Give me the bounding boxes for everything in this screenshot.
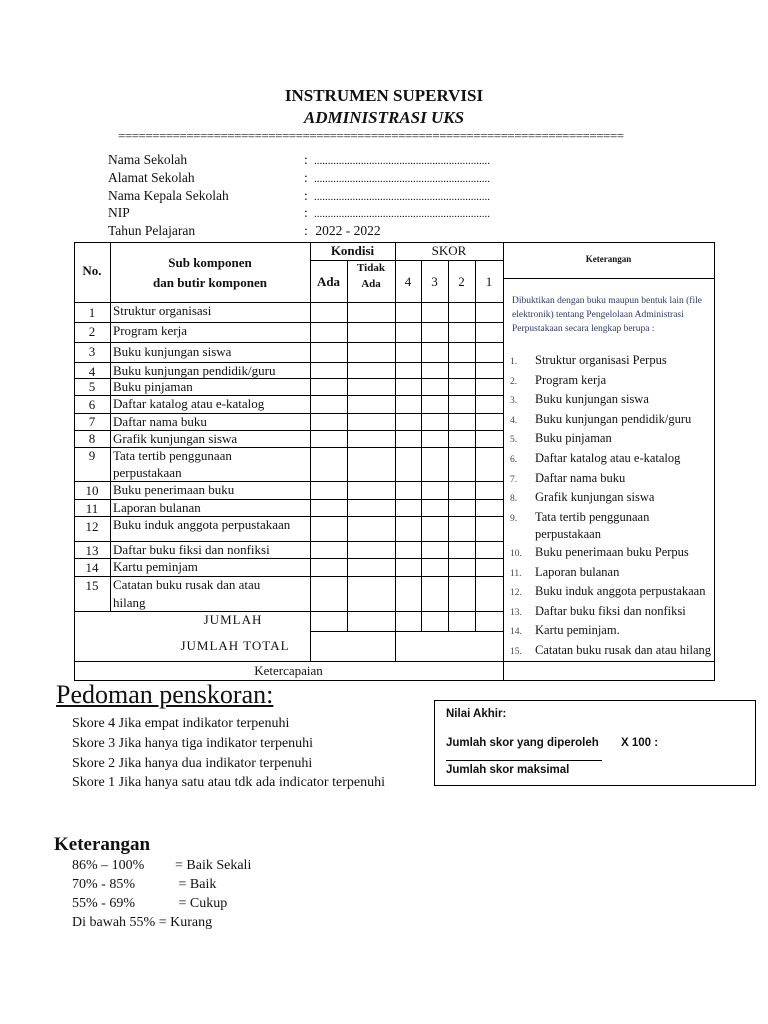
info-label: Alamat Sekolah <box>108 170 195 185</box>
list-item-text: Grafik kunjungan siswa <box>535 490 655 505</box>
header-tidak-ada-line2: Ada <box>361 278 381 290</box>
nilai-denominator: Jumlah skor maksimal <box>446 764 570 776</box>
header-sub-komponen-line2: dan butir komponen <box>153 275 267 290</box>
info-label: Nama Sekolah <box>108 152 188 167</box>
list-item: 3. Buku kunjungan siswa <box>510 391 712 411</box>
info-separator: : <box>304 188 308 203</box>
row-no: 10 <box>85 483 99 498</box>
row-item: Catatan buku rusak dan atau <box>113 577 261 592</box>
pedoman-line: Skore 4 Jika empat indikator terpenuhi <box>72 716 290 731</box>
list-item: 14. Kartu peminjam. <box>510 622 712 642</box>
row-item: Tata tertib penggunaan <box>113 448 232 463</box>
row-no: 4 <box>88 364 96 379</box>
info-row-tahun-pelajaran <box>108 223 381 239</box>
list-item-text: Buku kunjungan pendidik/guru <box>535 411 692 426</box>
row-no: 3 <box>88 344 96 359</box>
info-label: Tahun Pelajaran <box>108 223 196 238</box>
nilai-multiplier: X 100 : <box>621 737 659 749</box>
nilai-numerator: Jumlah skor yang diperoleh <box>446 737 599 749</box>
list-item: 2. Program kerja <box>510 372 712 392</box>
nilai-akhir-title: Nilai Akhir: <box>446 708 507 720</box>
header-skor-1: 1 <box>485 274 493 289</box>
keterangan-label: = Baik <box>175 877 217 892</box>
keterangan-range: 70% - 85% <box>72 877 135 892</box>
jumlah-total-label: JUMLAH TOTAL <box>180 638 290 653</box>
keterangan-intro: Dibuktikan dengan buku maupun bentuk lain (file elektronik) tentang Pengelolaan Administrasi Perpustakaan secara lengkap berupa : <box>512 296 702 334</box>
keterangan-row <box>72 877 216 893</box>
info-row-nama-kepala-sekolah <box>108 188 490 204</box>
header-skor-3: 3 <box>431 274 438 289</box>
pedoman-line: Skore 1 Jika hanya satu atau tdk ada indicator terpenuhi <box>72 775 385 790</box>
row-item: Daftar katalog atau e-katalog <box>113 396 265 411</box>
info-value: ................................................................ <box>314 173 490 185</box>
separator-line: ========================================================================== <box>118 128 624 143</box>
info-label: Nama Kepala Sekolah <box>108 188 229 203</box>
row-no: 12 <box>85 519 99 534</box>
list-item: 6. Daftar katalog atau e-katalog <box>510 450 712 470</box>
info-value: ................................................................ <box>314 155 490 167</box>
header-sub-komponen-line1: Sub komponen <box>168 255 252 270</box>
row-item-continued: perpustakaan <box>113 465 182 480</box>
row-no: 6 <box>88 397 96 412</box>
keterangan-range: Di bawah 55% <box>72 915 156 930</box>
list-item-text: Catatan buku rusak dan atau hilang <box>535 642 711 657</box>
pedoman-title: Pedoman penskoran: <box>56 680 274 709</box>
info-separator: : <box>304 152 308 167</box>
header-kondisi: Kondisi <box>330 243 375 258</box>
keterangan-label: = Kurang <box>158 915 213 930</box>
list-item-text: Daftar katalog atau e-katalog <box>535 450 681 465</box>
row-no: 1 <box>88 305 96 320</box>
header-skor: SKOR <box>431 243 467 258</box>
row-item: Daftar nama buku <box>113 414 207 429</box>
row-item: Laporan bulanan <box>113 500 201 515</box>
row-item: Daftar buku fiksi dan nonfiksi <box>113 542 270 557</box>
list-item: 11. Laporan bulanan <box>510 564 712 584</box>
document-title: INSTRUMEN SUPERVISI <box>284 86 484 105</box>
list-item: 8. Grafik kunjungan siswa <box>510 489 712 509</box>
keterangan-row <box>72 896 227 912</box>
document-subtitle: ADMINISTRASI UKS <box>303 108 465 127</box>
fraction-line <box>446 760 602 761</box>
list-item-text: Buku induk anggota perpustakaan <box>535 584 706 599</box>
list-item-text: Daftar nama buku <box>535 470 626 485</box>
list-item-text: Kartu peminjam. <box>535 623 620 638</box>
info-row-alamat-sekolah <box>108 170 490 186</box>
row-item: Kartu peminjam <box>113 559 198 574</box>
list-item-text: Buku kunjungan siswa <box>535 392 649 407</box>
row-item: Program kerja <box>113 323 188 338</box>
row-item: Buku kunjungan siswa <box>113 344 232 359</box>
header-skor-2: 2 <box>458 274 465 289</box>
info-separator: : <box>304 205 308 220</box>
header-keterangan: Keterangan <box>585 254 632 264</box>
row-item: Buku penerimaan buku <box>113 482 235 497</box>
info-row-nip <box>108 205 490 221</box>
keterangan-range: 55% - 69% <box>72 896 135 911</box>
keterangan-title: Keterangan <box>54 834 151 855</box>
row-no: 15 <box>85 578 99 593</box>
info-row-nama-sekolah <box>108 152 490 168</box>
list-item: 7. Daftar nama buku <box>510 470 712 490</box>
row-item: Buku pinjaman <box>113 379 193 394</box>
row-no: 9 <box>88 448 96 463</box>
list-item: 15. Catatan buku rusak dan atau hilang <box>510 642 712 662</box>
info-label: NIP <box>108 205 130 220</box>
header-no: No. <box>82 263 102 278</box>
list-item: 12. Buku induk anggota perpustakaan <box>510 583 712 603</box>
list-item: 5. Buku pinjaman <box>510 430 712 450</box>
list-item-text: Buku pinjaman <box>535 431 612 446</box>
row-no: 2 <box>88 324 96 339</box>
row-no: 5 <box>88 379 96 394</box>
list-item: 1. Struktur organisasi Perpus <box>510 352 712 372</box>
row-item: Struktur organisasi <box>113 303 212 318</box>
pedoman-line: Skore 2 Jika hanya dua indikator terpenuhi <box>72 756 313 771</box>
list-item: 9. Tata tertib penggunaan perpustakaan <box>510 509 712 544</box>
row-no: 14 <box>85 560 99 575</box>
row-no: 11 <box>85 501 99 516</box>
list-item-text: Program kerja <box>535 372 607 387</box>
row-item: Buku induk anggota perpustakaan <box>113 517 291 532</box>
nilai-akhir-box <box>434 700 756 786</box>
keterangan-list <box>510 352 712 662</box>
pedoman-line: Skore 3 Jika hanya tiga indikator terpenuhi <box>72 736 314 751</box>
keterangan-range: 86% – 100% <box>72 858 145 873</box>
keterangan-label: = Cukup <box>175 896 228 911</box>
list-item-text: Struktur organisasi Perpus <box>535 353 667 367</box>
ketercapaian-label: Ketercapaian <box>254 663 323 678</box>
header-ada: Ada <box>316 274 341 289</box>
info-value: ................................................................ <box>314 208 490 220</box>
header-tidak-ada-line1: Tidak <box>357 262 385 274</box>
header-skor-4: 4 <box>404 274 412 289</box>
info-separator: : <box>304 223 308 238</box>
list-item-text: Daftar buku fiksi dan nonfiksi <box>535 603 686 618</box>
row-no: 7 <box>88 414 96 429</box>
keterangan-row <box>72 858 251 874</box>
row-item-continued: hilang <box>113 595 146 610</box>
jumlah-label: JUMLAH <box>203 612 263 627</box>
info-value: ................................................................ <box>314 191 490 203</box>
list-item: 13. Daftar buku fiksi dan nonfiksi <box>510 603 712 623</box>
row-no: 8 <box>88 431 96 446</box>
info-value: 2022 - 2022 <box>315 223 381 238</box>
list-item-text: Laporan bulanan <box>535 564 620 579</box>
row-no: 13 <box>85 543 99 558</box>
list-item-text: Buku penerimaan buku Perpus <box>535 544 689 559</box>
list-item-text: Tata tertib penggunaan perpustakaan <box>535 509 650 542</box>
list-item: 10. Buku penerimaan buku Perpus <box>510 544 712 564</box>
keterangan-row <box>72 915 212 931</box>
row-item: Grafik kunjungan siswa <box>113 431 238 446</box>
row-item: Buku kunjungan pendidik/guru <box>113 363 276 378</box>
keterangan-label: = Baik Sekali <box>175 858 252 873</box>
info-separator: : <box>304 170 308 185</box>
list-item: 4. Buku kunjungan pendidik/guru <box>510 411 712 431</box>
